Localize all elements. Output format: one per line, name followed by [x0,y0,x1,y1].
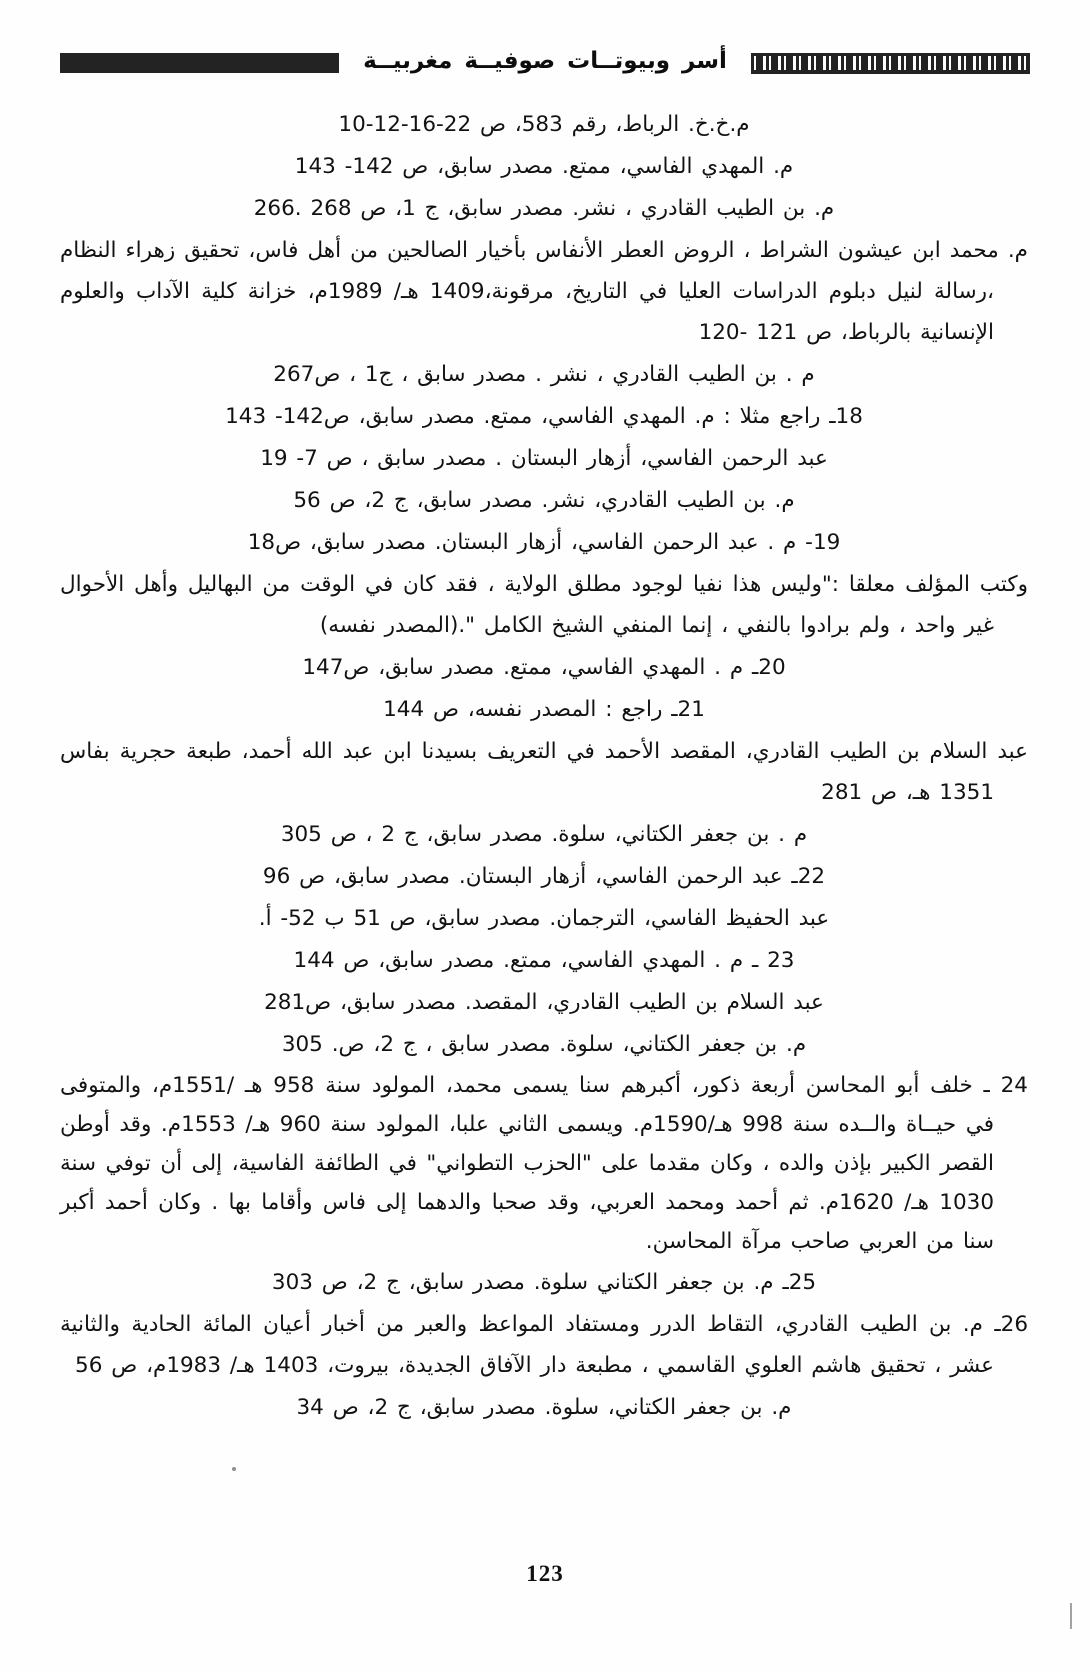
endnote-item: 24 ـ خلف أبو المحاسن أربعة ذكور، أكبرهم سنا يسمى محمد، المولود سنة 958 هـ /1551م، والمتوفى في حيــاة والــده سنة 998 هـ/1590م. ويسمى الثاني علبا، المولود سنة 960 هـ/ 1553م. وقد أوطن القصر الكبير بإذن والده ، وكان مقدما على "الحزب التطواني" في الطائفة الفاسية، إلى أن توفي سنة 1030 هـ/ 1620م. ثم أحمد ومحمد العربي، وقد صحبا والدهما إلى فاس وأقاما بها . وكان أحمد أكبر سنا من العربي صاحب مرآة المحاسن. [60,1073,1028,1254]
running-head-rule-right [751,53,1030,74]
endnote-item: 20ـ م . المهدي الفاسي، ممتع. مصدر سابق، ص147 [302,655,786,680]
endnote-item: م.خ.خ. الرباط، رقم 583، ص 22-16-12-10 [338,112,750,137]
endnote-item: عبد السلام بن الطيب القادري، المقصد الأحمد في التعريف بسيدنا ابن عبد الله أحمد، طبعة حجرية بفاس 1351 هـ، ص 281 [60,739,1028,805]
endnote-item: م. بن جعفر الكتاني، سلوة. مصدر سابق، ج 2، ص 34 [296,1395,792,1420]
scan-edge-mark [1070,1603,1072,1629]
scan-speck-mark [232,1467,236,1471]
endnote-item: 19- م . عبد الرحمن الفاسي، أزهار البستان. مصدر سابق، ص18 [247,530,841,555]
endnote-item: وكتب المؤلف معلقا :"وليس هذا نفيا لوجود مطلق الولاية ، فقد كان في الوقت من البهاليل وأهل الأحوال غير واحد ، ولم برادوا بالنفي ، إنما المنفي الشيخ الكامل ".(المصدر نفسه) [60,572,1028,638]
endnote-item: م . بن جعفر الكتاني، سلوة. مصدر سابق، ج 2 ، ص 305 [280,822,808,847]
endnote-item: عبد الرحمن الفاسي، أزهار البستان . مصدر سابق ، ص 7- 19 [260,446,828,471]
running-head [60,38,1030,84]
endnote-item: 21ـ راجع : المصدر نفسه، ص 144 [383,697,705,722]
endnote-item: 26ـ م. بن الطيب القادري، التقاط الدرر ومستفاد المواعظ والعبر من أخبار أعيان المائة الحادية والثانية عشر ، تحقيق هاشم العلوي القاسمي ، مطبعة دار الآفاق الجديدة، بيروت، 1403 هـ/ 1983م، ص 56 [60,1312,1028,1378]
endnote-item: م. بن الطيب القادري ، نشر. مصدر سابق، ج 1، ص 268 .266 [253,196,835,221]
endnote-item: 18ـ راجع مثلا : م. المهدي الفاسي، ممتع. مصدر سابق، ص142- 143 [225,404,863,429]
endnote-item: 22ـ عبد الرحمن الفاسي، أزهار البستان. مصدر سابق، ص 96 [262,864,826,889]
running-head-title: أسر وبيوتــات صوفيــة مغربيــة [363,48,727,74]
endnote-item: 25ـ م. بن جعفر الكتاني سلوة. مصدر سابق، ج 2، ص 303 [271,1270,817,1295]
endnote-item: م. بن جعفر الكتاني، سلوة. مصدر سابق ، ج 2، ص. 305 [281,1032,807,1057]
endnote-item: م. بن الطيب القادري، نشر. مصدر سابق، ج 2، ص 56 [293,488,795,513]
endnote-item: م . بن الطيب القادري ، نشر . مصدر سابق ، ج1 ، ص267 [273,362,815,387]
endnote-item: عبد السلام بن الطيب القادري، المقصد. مصدر سابق، ص281 [264,990,824,1015]
endnotes-list [60,104,1028,1523]
running-head-rule-left [60,53,339,73]
endnote-item: م. محمد ابن عيشون الشراط ، الروض العطر الأنفاس بأخيار الصالحين من أهل فاس، تحقيق زهراء النظام ،رسالة لنيل دبلوم الدراسات العليا في التاريخ، مرقونة،1409 هـ/ 1989م، خزانة كلية الآداب والعلوم الإنسانية بالرباط، ص 121 -120 [60,238,1028,345]
page-number: 123 [526,1561,564,1586]
endnote-item: عبد الحفيظ الفاسي، الترجمان. مصدر سابق، ص 51 ب 52- أ. [258,906,830,931]
endnote-item: 23 ـ م . المهدي الفاسي، ممتع. مصدر سابق، ص 144 [293,948,795,973]
endnote-item: م. المهدي الفاسي، ممتع. مصدر سابق، ص 142- 143 [294,154,794,179]
